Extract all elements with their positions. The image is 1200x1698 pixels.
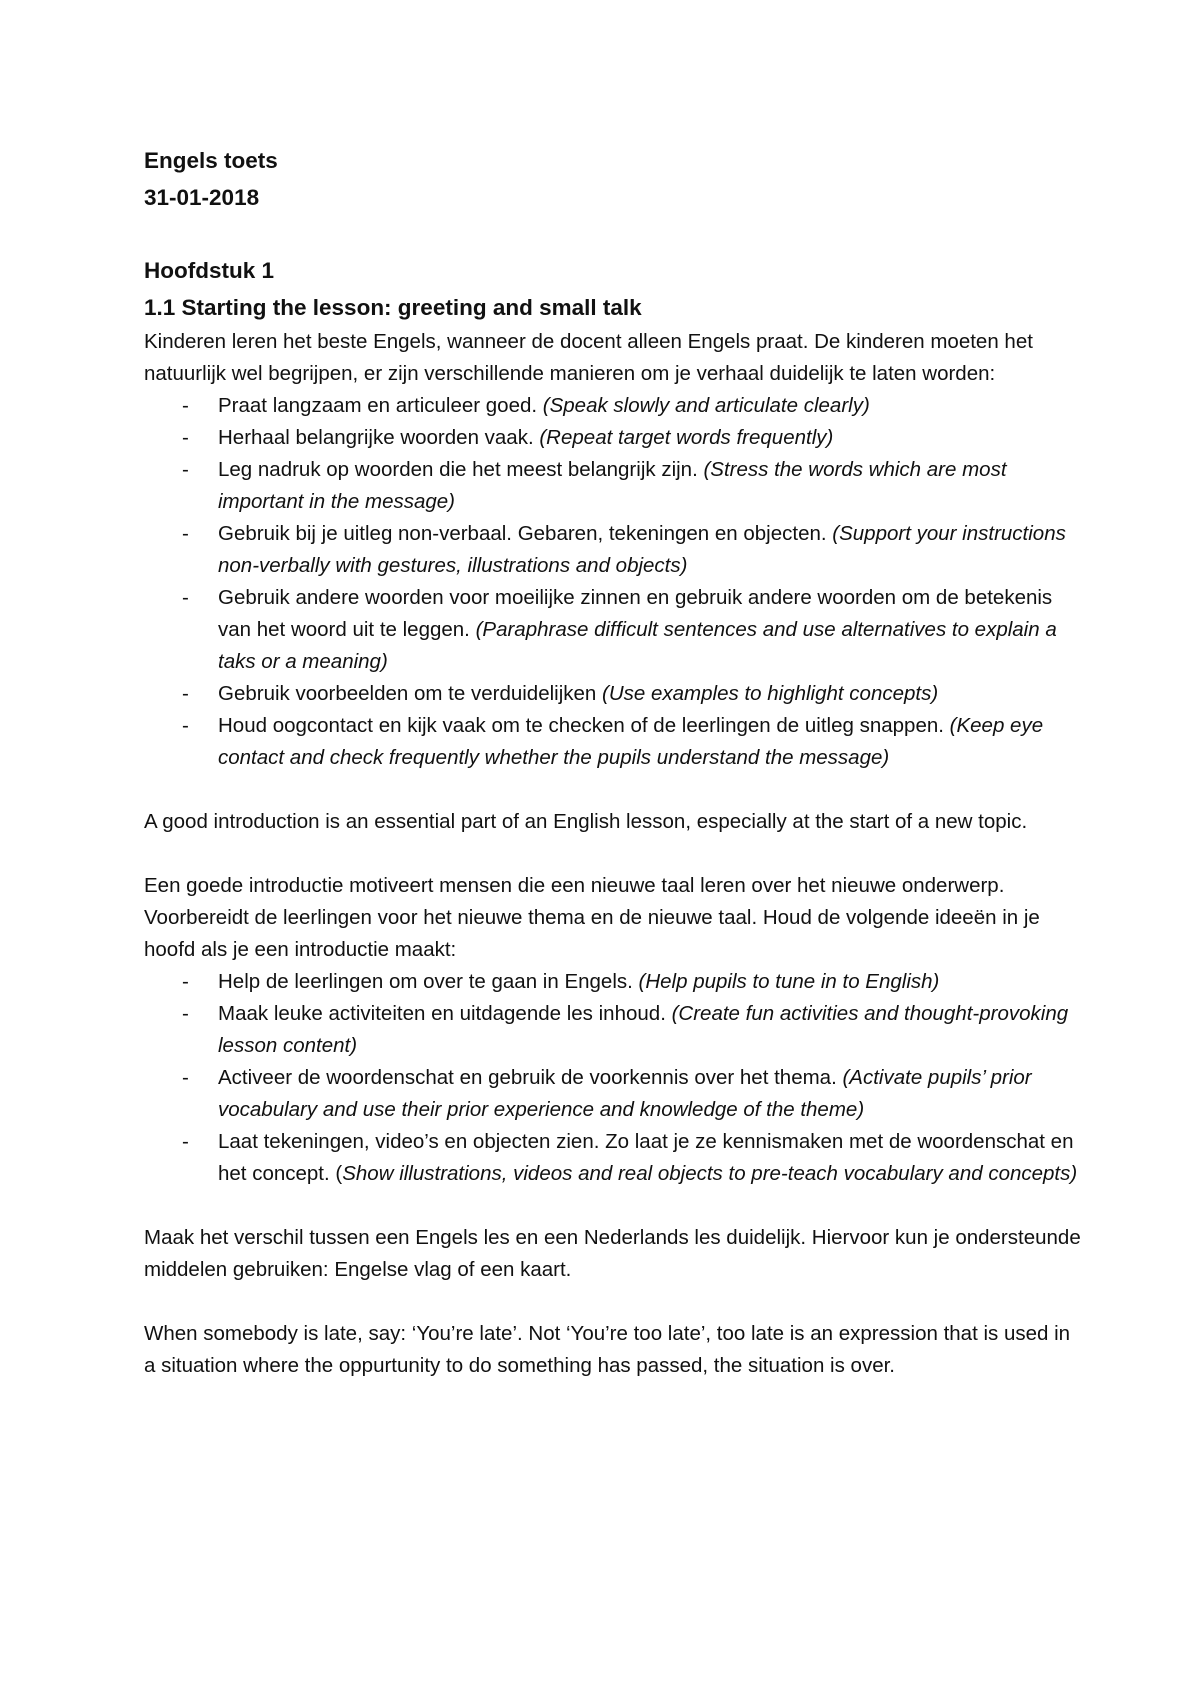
list-item xyxy=(182,518,1084,582)
difference-paragraph: Maak het verschil tussen een Engels les en een Nederlands les duidelijk. Hiervoor kun je ondersteunde middelen gebruiken: Engelse vlag of een kaart. xyxy=(144,1226,1081,1281)
document-title: Engels toets xyxy=(144,148,278,173)
dash-bullet: - xyxy=(182,714,189,737)
section-heading: 1.1 Starting the lesson: greeting and small talk xyxy=(144,295,642,320)
dash-bullet: - xyxy=(182,586,189,609)
chapter-heading: Hoofdstuk 1 xyxy=(144,258,275,283)
list-item-english: (Activate pupils’ prior vocabulary and use their prior experience and knowledge of the theme) xyxy=(218,1066,1032,1121)
list-item-english: (Stress the words which are most important in the message) xyxy=(218,458,1007,513)
list-item-english: (Keep eye contact and check frequently whether the pupils understand the message) xyxy=(218,714,1044,769)
list-item-dutch: Praat langzaam en articuleer goed. xyxy=(218,394,543,417)
dash-bullet: - xyxy=(182,426,189,449)
document-date: 31-01-2018 xyxy=(144,185,260,210)
list-item xyxy=(182,710,1084,774)
list-item xyxy=(182,966,1084,998)
list-item-dutch: Herhaal belangrijke woorden vaak. xyxy=(218,426,540,449)
dash-bullet: - xyxy=(182,1130,189,1153)
dash-bullet: - xyxy=(182,970,189,993)
intro-paragraph: Kinderen leren het beste Engels, wanneer de docent alleen Engels praat. De kinderen moeten het natuurlijk wel begrijpen, er zijn verschillende manieren om je verhaal duidelijk te laten worden: xyxy=(144,330,1033,385)
list-item-dutch: Gebruik andere woorden voor moeilijke zinnen en gebruik andere woorden om de betekenis van het woord uit te leggen. xyxy=(218,586,1053,641)
dash-bullet: - xyxy=(182,1002,189,1025)
list-item-dutch: Houd oogcontact en kijk vaak om te checken of de leerlingen de uitleg snappen. xyxy=(218,714,950,737)
list-item xyxy=(182,998,1084,1062)
list-item-english: (Support your instructions non-verbally with gestures, illustrations and objects) xyxy=(218,522,1066,577)
list-item xyxy=(182,454,1084,518)
dash-bullet: - xyxy=(182,458,189,481)
list-item xyxy=(182,1126,1084,1190)
dash-bullet: - xyxy=(182,682,189,705)
introduction-ideas-list xyxy=(144,966,1084,1190)
dash-bullet: - xyxy=(182,522,189,545)
list-item-dutch: Gebruik voorbeelden om te verduidelijken xyxy=(218,682,603,705)
list-item xyxy=(182,390,1084,422)
list-item xyxy=(182,422,1084,454)
list-item-english: (Use examples to highlight concepts) xyxy=(602,682,939,705)
tips-list xyxy=(144,390,1084,774)
dutch-intro-paragraph: Een goede introductie motiveert mensen die een nieuwe taal leren over het nieuwe onderwerp. Voorbereidt de leerlingen voor het nieuwe thema en de nieuwe taal. Houd de volgende ideeën in je hoofd als je een introductie maakt: xyxy=(144,874,1040,961)
list-item-english: (Create fun activities and thought-provoking lesson content) xyxy=(218,1002,1069,1057)
list-item xyxy=(182,582,1084,678)
list-item xyxy=(182,1062,1084,1126)
list-item-english: (Help pupils to tune in to English) xyxy=(638,970,940,993)
list-item-dutch: Laat tekeningen, video’s en objecten zien. Zo laat je ze kennismaken met de woordenschat en het concept. ( xyxy=(218,1130,1074,1185)
list-item-dutch: Help de leerlingen om over te gaan in Engels. xyxy=(218,970,639,993)
list-item-dutch: Maak leuke activiteiten en uitdagende les inhoud. xyxy=(218,1002,672,1025)
dash-bullet: - xyxy=(182,1066,189,1089)
dash-bullet: - xyxy=(182,394,189,417)
english-intro-paragraph: A good introduction is an essential part of an English lesson, especially at the start of a new topic. xyxy=(144,810,1028,833)
list-item-english: Show illustrations, videos and real objects to pre-teach vocabulary and concepts) xyxy=(342,1162,1078,1185)
list-item-english: (Paraphrase difficult sentences and use alternatives to explain a taks or a meaning) xyxy=(218,618,1057,673)
late-paragraph: When somebody is late, say: ‘You’re late’. Not ‘You’re too late’, too late is an expression that is used in a situation where the oppurtunity to do something has passed, the situation is over. xyxy=(144,1322,1071,1377)
list-item xyxy=(182,678,1084,710)
list-item-english: (Repeat target words frequently) xyxy=(539,426,834,449)
list-item-dutch: Activeer de woordenschat en gebruik de voorkennis over het thema. xyxy=(218,1066,843,1089)
list-item-dutch: Gebruik bij je uitleg non-verbaal. Gebaren, tekeningen en objecten. xyxy=(218,522,833,545)
document-page xyxy=(144,142,1084,1382)
list-item-english: (Speak slowly and articulate clearly) xyxy=(542,394,870,417)
list-item-dutch: Leg nadruk op woorden die het meest belangrijk zijn. xyxy=(218,458,704,481)
